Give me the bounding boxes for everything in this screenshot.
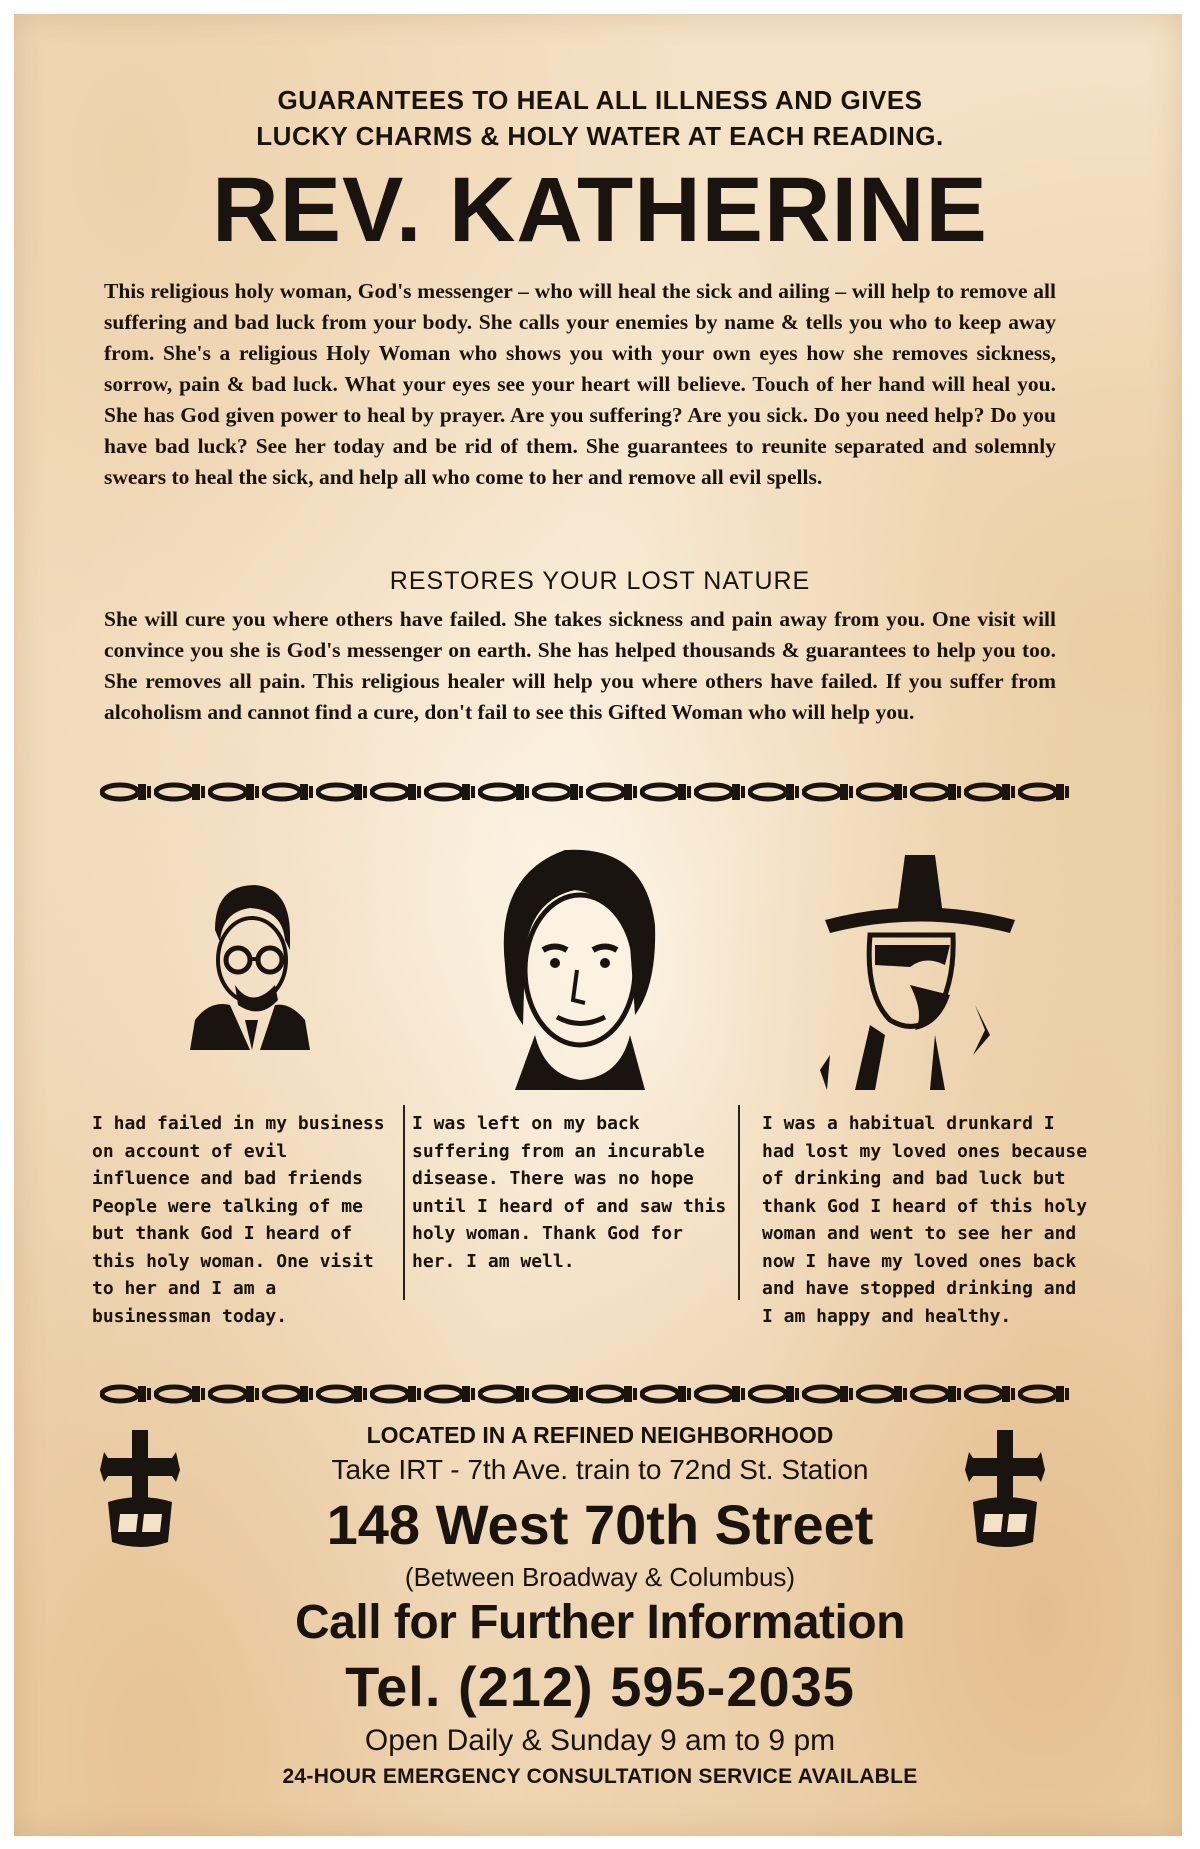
- phone-number: Tel. (212) 595-2035: [345, 1655, 855, 1718]
- testimonial-1: I had failed in my business on account of evil influence and bad friends People were talking of me but thank God I heard of this holy woman. One visit to her and I am a businessman today.: [92, 1113, 385, 1327]
- portrait-woman-icon: [495, 845, 660, 1090]
- emergency-note: 24-HOUR EMERGENCY CONSULTATION SERVICE AVAILABLE: [282, 1765, 918, 1788]
- call-heading: Call for Further Information: [295, 1596, 905, 1649]
- chain-border-icon: [100, 780, 1072, 804]
- location-note: LOCATED IN A REFINED NEIGHBORHOOD: [366, 1422, 834, 1448]
- opening-hours: Open Daily & Sunday 9 am to 9 pm: [364, 1724, 836, 1757]
- street-address: 148 West 70th Street: [326, 1493, 874, 1556]
- flyer-title: REV. KATHERINE: [212, 159, 988, 261]
- chain-border-icon: [100, 1382, 1072, 1406]
- header-line-2: LUCKY CHARMS & HOLY WATER AT EACH READING.: [256, 121, 944, 151]
- header: [0, 82, 1200, 154]
- column-divider: [738, 1105, 740, 1300]
- column-divider: [403, 1105, 405, 1300]
- portrait-man-hat-icon: [815, 855, 1025, 1095]
- testimonial-3: I was a habitual drunkard I had lost my loved ones because of drinking and bad luck but thank God I heard of this holy woman and went to see her and now I have my loved ones back and have stopped drinking and I am happy and healthy.: [762, 1113, 1088, 1327]
- testimonial-2: I was left on my back suffering from an incurable disease. There was no hope until I heard of and saw this holy woman. Thank God for her. I am well.: [412, 1113, 727, 1272]
- train-directions: Take IRT - 7th Ave. train to 72nd St. Station: [331, 1454, 869, 1485]
- intro-paragraph: This religious holy woman, God's messenger – who will heal the sick and ailing – will help to remove all suffering and bad luck from your body. She calls your enemies by name & tells you who to keep away from. She's a religious Holy Woman who shows you with your own eyes how she removes sickness, sorrow, pain & bad luck. What your eyes see your heart will believe. Touch of her hand will heal you. She has God given power to heal by prayer. Are you suffering? Are you sick. Do you need help? Do you have bad luck? See her today and be rid of them. She guarantees to reunite separated and solemnly swears to heal the sick, and help all who come to her and remove all evil spells.: [104, 279, 1056, 489]
- cross-streets: (Between Broadway & Columbus): [404, 1562, 796, 1592]
- subheading: RESTORES YOUR LOST NATURE: [389, 567, 811, 595]
- body-paragraph: She will cure you where others have failed. She takes sickness and pain away from you. One visit will convince you she is God's messenger on earth. She has helped thousands & guarantees to help you too. She removes all pain. This religious healer will help you where others have failed. If you suffer from alcoholism and cannot find a cure, don't fail to see this Gifted Woman who will help you.: [104, 607, 1056, 724]
- portrait-man-glasses-icon: [190, 880, 310, 1050]
- header-line-1: GUARANTEES TO HEAL ALL ILLNESS AND GIVES: [277, 85, 923, 115]
